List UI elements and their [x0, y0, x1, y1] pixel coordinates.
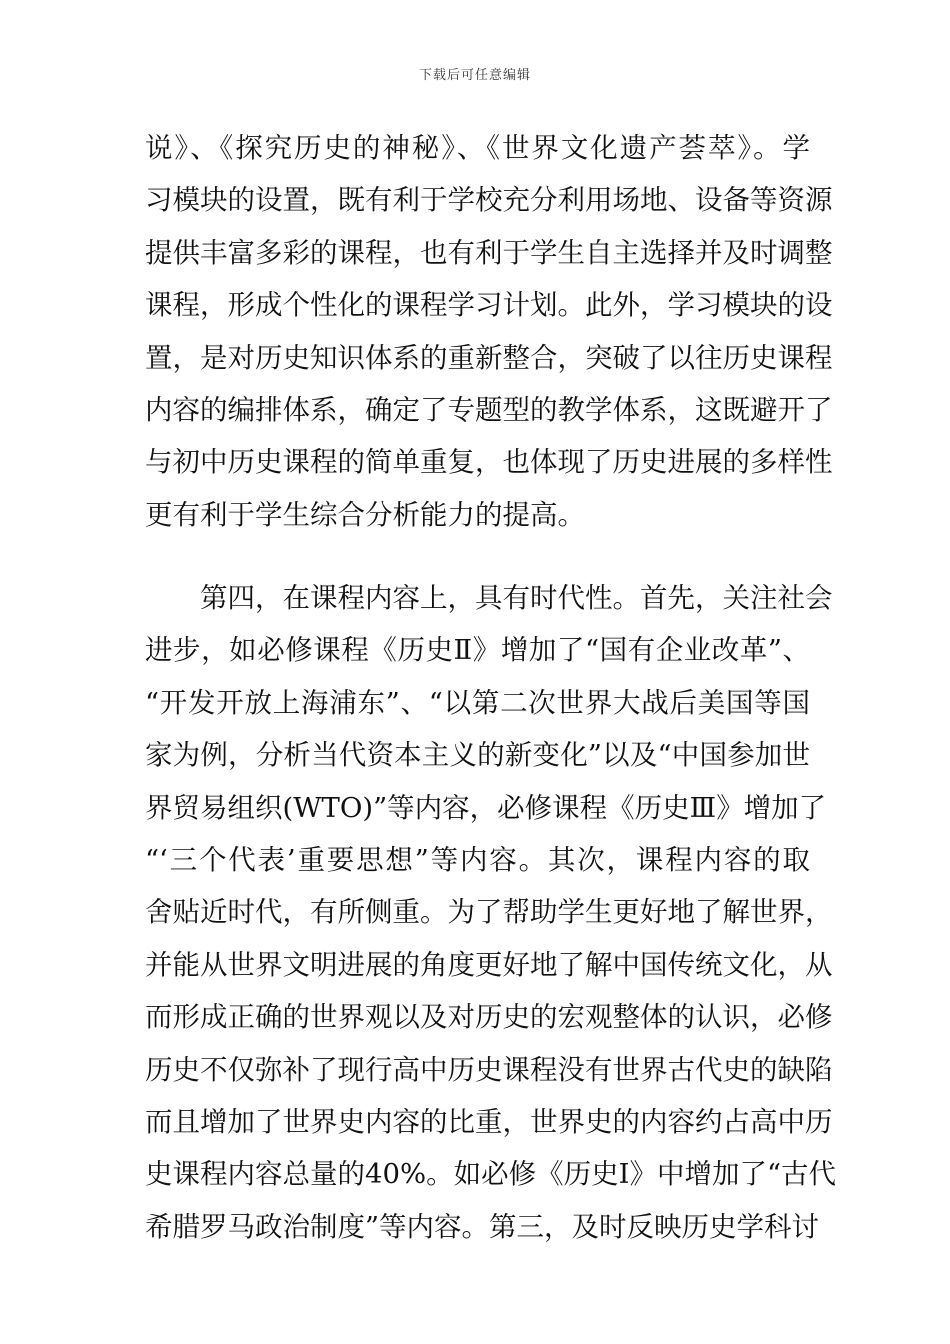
text-line: 课程，形成个性化的课程学习计划。此外，学习模块的设 [145, 289, 833, 322]
text-line: 进步，如必修课程《历史Ⅱ》增加了“国有企业改革”、 [145, 634, 810, 667]
text-line: 历史不仅弥补了现行高中历史课程没有世界古代史的缺陷 [145, 1053, 833, 1086]
text-line: 习模块的设置，既有利于学校充分利用场地、设备等资源 [145, 184, 833, 217]
text-line: “‘三个代表’重要思想”等内容。其次，课程内容的取 [145, 843, 810, 876]
text-line: 而且增加了世界史内容的比重，世界史的内容约占高中历 [145, 1105, 833, 1138]
text-line: 家为例，分析当代资本主义的新变化”以及“中国参加世 [145, 739, 810, 772]
text-line: 内容的编排体系，确定了专题型的教学体系，这既避开了 [145, 393, 833, 426]
text-line: 而形成正确的世界观以及对历史的宏观整体的认识，必修 [145, 1001, 833, 1034]
paragraph-module-design [145, 122, 833, 541]
text-line: 第四，在课程内容上，具有时代性。首先，关注社会 [200, 582, 833, 614]
page-header: 下载后可任意编辑 [418, 68, 531, 83]
text-line: 希腊罗马政治制度”等内容。第三，及时反映历史学科讨 [145, 1210, 820, 1243]
text-line: 置，是对历史知识体系的重新整合，突破了以往历史课程 [145, 341, 833, 374]
text-line: 舍贴近时代，有所侧重。为了帮助学生更好地了解世界， [145, 896, 833, 929]
text-line: 史课程内容总量的40%。如必修《历史Ⅰ》中增加了“古代 [145, 1158, 837, 1191]
text-line: “开发开放上海浦东”、“以第二次世界大战后美国等国 [145, 686, 810, 719]
paragraph-content-timeliness [145, 572, 837, 1253]
text-line: 界贸易组织(WTO)”等内容，必修课程《历史Ⅲ》增加了 [145, 791, 827, 824]
text-line: 更有利于学生综合分析能力的提高。 [145, 498, 585, 531]
text-line: 说》、《探究历史的神秘》、《世界文化遗产荟萃》。学 [145, 132, 810, 164]
text-line: 与初中历史课程的简单重复，也体现了历史进展的多样性 [145, 446, 833, 479]
text-line: 提供丰富多彩的课程，也有利于学生自主选择并及时调整 [145, 236, 833, 269]
text-line: 并能从世界文明进展的角度更好地了解中国传统文化，从 [145, 948, 833, 981]
